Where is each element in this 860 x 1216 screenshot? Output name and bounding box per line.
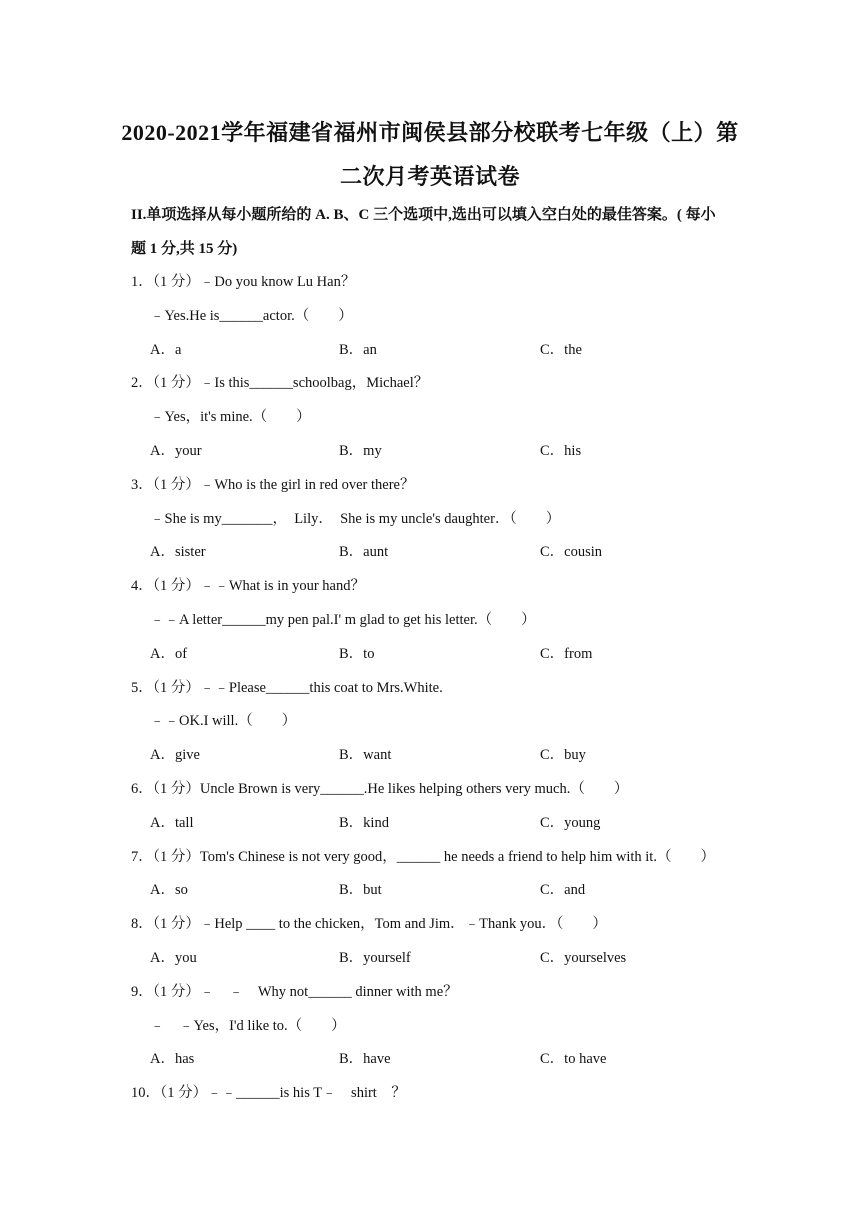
question-5-option-a: A．give — [150, 747, 200, 763]
question-8-stem: 8．（1 分）﹣Help ____ to the chicken，Tom and Jim．﹣Thank you．（ ） — [131, 916, 607, 932]
question-1-option-b: B．an — [339, 342, 377, 358]
exam-title-line-1: 2020-2021学年福建省福州市闽侯县部分校联考七年级（上）第 — [121, 120, 739, 145]
question-1-sub: ﹣Yes.He is______actor.（ ） — [150, 308, 353, 324]
question-1-stem: 1．（1 分）﹣Do you know Lu Han？ — [131, 274, 356, 290]
question-9-option-c: C．to have — [540, 1051, 607, 1067]
question-1-option-c: C．the — [540, 342, 582, 358]
question-2-sub: ﹣Yes，it's mine.（ ） — [150, 409, 311, 425]
question-9-option-a: A．has — [150, 1051, 195, 1067]
question-1-option-a: A．a — [150, 342, 182, 358]
question-9-option-b: B．have — [339, 1051, 391, 1067]
question-2-option-c: C．his — [540, 443, 582, 459]
question-5-sub: ﹣﹣OK.I will.（ ） — [150, 713, 297, 729]
question-8-option-c: C．yourselves — [540, 950, 627, 966]
question-9-stem: 9．（1 分）﹣ ﹣ Why not______ dinner with me？ — [131, 984, 458, 1000]
question-7-option-c: C．and — [540, 882, 586, 898]
question-7-option-a: A．so — [150, 882, 188, 898]
question-4-option-a: A．of — [150, 646, 188, 662]
question-5-option-c: C．buy — [540, 747, 586, 763]
question-6-option-a: A．tall — [150, 815, 194, 831]
question-4-sub: ﹣﹣A letter______my pen pal.I' m glad to get his letter.（ ） — [150, 612, 536, 628]
question-5-option-b: B．want — [339, 747, 392, 763]
question-9-sub: ﹣ ﹣Yes，I'd like to.（ ） — [150, 1018, 346, 1034]
exam-title-line-2: 二次月考英语试卷 — [339, 164, 520, 189]
question-5-stem: 5．（1 分）﹣﹣Please______this coat to Mrs.White. — [131, 680, 443, 696]
question-4-option-c: C．from — [540, 646, 593, 662]
question-3-option-c: C．cousin — [540, 544, 603, 560]
question-2-option-b: B．my — [339, 443, 382, 459]
question-3-sub: ﹣She is my_______， Lily． She is my uncle's daughter．（ ） — [150, 511, 561, 527]
section-instructions-line-1: II.单项选择从每小题所给的 A. B、C 三个选项中,选出可以填入空白处的最佳答案。( 每小 — [131, 207, 716, 223]
question-6-stem: 6．（1 分）Uncle Brown is very______.He likes helping others very much.（ ） — [131, 781, 629, 797]
question-2-option-a: A．your — [150, 443, 202, 459]
question-7-option-b: B．but — [339, 882, 382, 898]
section-instructions-line-2: 题 1 分,共 15 分) — [131, 241, 238, 257]
question-3-stem: 3．（1 分）﹣Who is the girl in red over there？ — [131, 477, 415, 493]
question-4-stem: 4．（1 分）﹣﹣What is in your hand？ — [131, 578, 365, 594]
question-3-option-a: A．sister — [150, 544, 206, 560]
question-10-stem: 10．（1 分）﹣﹣______is his T﹣ shirt ？ — [131, 1085, 406, 1101]
question-7-stem: 7．（1 分）Tom's Chinese is not very good，______ he needs a friend to help him with it.（ ） — [131, 849, 715, 865]
question-8-option-a: A．you — [150, 950, 197, 966]
question-4-option-b: B．to — [339, 646, 375, 662]
question-6-option-c: C．young — [540, 815, 601, 831]
question-2-stem: 2．（1 分）﹣Is this______schoolbag，Michael？ — [131, 375, 429, 391]
question-8-option-b: B．yourself — [339, 950, 411, 966]
question-6-option-b: B．kind — [339, 815, 389, 831]
question-3-option-b: B．aunt — [339, 544, 389, 560]
